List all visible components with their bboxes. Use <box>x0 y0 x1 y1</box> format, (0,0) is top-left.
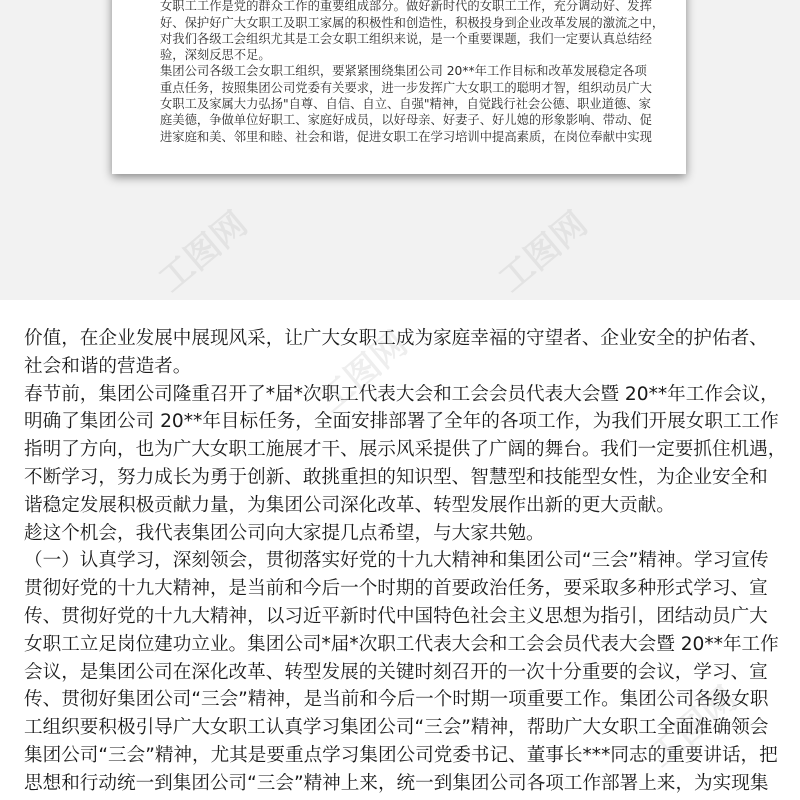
body-line: 思想和行动统一到集团公司“三会”精神上来，统一到集团公司各项工作部署上来，为实现集 <box>24 772 769 794</box>
thumbnail-line: 重点任务，按照集团公司党委有关要求，进一步发挥广大女职工的聪明才智，组织动员广大 <box>160 80 652 95</box>
body-line: 会议，是集团公司在深化改革、转型发展的关键时刻召开的一次十分重要的会议，学习、宣 <box>24 661 768 683</box>
body-line: 不断学习，努力成长为勇于创新、敢挑重担的知识型、智慧型和技能型女性，为企业安全和 <box>24 466 768 488</box>
body-line: 趁这个机会，我代表集团公司向大家提几点希望，与大家共勉。 <box>24 522 545 544</box>
thumbnail-text <box>160 0 670 145</box>
body-line: 明确了集团公司 20**年目标任务，全面安排部署了全年的各项工作，为我们开展女职工工作 <box>24 411 779 433</box>
document-thumbnail <box>112 0 686 174</box>
thumbnail-line: 好、保护好广大女职工及职工家属的积极性和创造性，积极投身到企业改革发展的激流之中， <box>160 15 665 30</box>
thumbnail-line: 验，深刻反思不足。 <box>160 48 271 63</box>
watermark: 工图网 <box>151 204 256 301</box>
thumbnail-line: 庭美德，争做单位好职工、家庭好成员，以好母亲、好妻子、好儿媳的形象影响、带动、促 <box>160 113 652 128</box>
watermark: 工图网 <box>311 324 416 421</box>
body-line: 集团公司“三会”精神，尤其是要重点学习集团公司党委书记、董事长***同志的重要讲话，把 <box>24 744 778 766</box>
thumbnail-line: 集团公司各级工会女职工组织，要紧紧围绕集团公司 20**年工作目标和改革发展稳定各项 <box>160 64 647 79</box>
body-line: 价值，在企业发展中展现风采，让广大女职工成为家庭幸福的守望者、企业安全的护佑者、 <box>24 328 768 349</box>
body-line: 指明了方向，也为广大女职工施展才干、展示风采提供了广阔的舞台。我们一定要抓住机遇， <box>24 439 787 461</box>
body-line: 社会和谐的营造者。 <box>24 355 192 377</box>
document-body <box>24 325 787 798</box>
body-line: （一）认真学习，深刻领会，贯彻落实好党的十九大精神和集团公司“三会”精神。学习宣传 <box>24 550 769 572</box>
body-line: 贯彻好党的十九大精神，是当前和今后一个时期的首要政治任务，要采取多种形式学习、宣 <box>24 578 768 600</box>
body-line: 工组织要积极引导广大女职工认真学习集团公司“三会”精神，帮助广大女职工全面准确领会 <box>24 717 769 739</box>
watermark: 工图网 <box>641 679 746 776</box>
body-line: 传、贯彻好党的十九大精神，以习近平新时代中国特色社会主义思想为指引，团结动员广大 <box>24 605 768 627</box>
body-line: 女职工立足岗位建功立业。集团公司*届*次职工代表大会和工会会员代表大会暨 20**年工作 <box>24 633 779 655</box>
thumbnail-line: 进家庭和美、邻里和睦、社会和谐，促进女职工在学习培训中提高素质，在岗位奉献中实现 <box>160 129 652 144</box>
thumbnail-line: 女职工及家属大力弘扬"自尊、自信、自立、自强"精神，自觉践行社会公德、职业道德、家 <box>160 97 651 112</box>
body-line: 谐稳定发展积极贡献力量，为集团公司深化改革、转型发展作出新的更大贡献。 <box>24 494 675 516</box>
thumbnail-line: 对我们各级工会组织尤其是工会女职工组织来说，是一个重要课题，我们一定要认真总结经 <box>160 31 652 46</box>
thumbnail-line: 女职工工作是党的群众工作的重要组成部分。做好新时代的女职工工作，充分调动好、发挥 <box>160 0 652 14</box>
preview-area <box>0 0 800 300</box>
watermark: 工图网 <box>491 204 596 301</box>
body-line: 传、贯彻好集团公司“三会”精神，是当前和今后一个时期一项重要工作。集团公司各级女职 <box>24 689 769 711</box>
body-line: 春节前，集团公司隆重召开了*届*次职工代表大会和工会会员代表大会暨 20**年工作会议， <box>24 383 779 405</box>
